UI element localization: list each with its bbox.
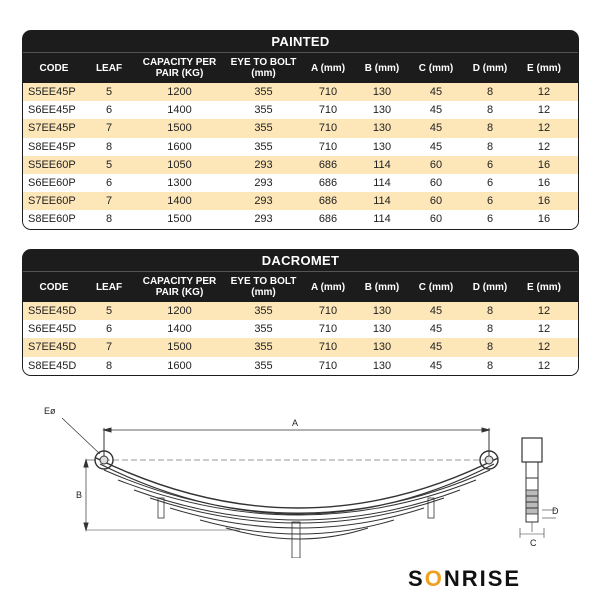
cell-e: 12 xyxy=(537,305,551,318)
cell-c: 60 xyxy=(429,158,443,171)
cell-a: 710 xyxy=(318,341,338,354)
label-b: B xyxy=(76,490,83,500)
cell-b: 114 xyxy=(373,177,391,190)
cell-eye-to-bolt: 293 xyxy=(254,177,273,190)
cell-capacity: 1200 xyxy=(167,86,192,99)
header-d: D (mm) xyxy=(472,62,508,74)
cell-capacity: 1200 xyxy=(167,305,192,318)
cell-code: S8EE45D xyxy=(28,359,77,372)
header-capacity: CAPACITY PER PAIR (KG) xyxy=(142,57,217,79)
cell-e: 12 xyxy=(537,86,551,99)
cell-capacity: 1400 xyxy=(167,323,192,336)
header-a: A (mm) xyxy=(310,281,346,293)
cell-b: 130 xyxy=(372,323,392,336)
header-c: C (mm) xyxy=(418,281,454,293)
cell-c: 45 xyxy=(429,359,443,372)
cell-c: 60 xyxy=(429,195,443,208)
cell-e: 12 xyxy=(537,140,551,153)
header-c: C (mm) xyxy=(418,62,454,74)
table-row xyxy=(23,357,578,375)
leaf-spring-svg xyxy=(0,398,600,558)
header-eye-to-bolt: EYE TO BOLT (mm) xyxy=(230,57,297,79)
cell-eye-to-bolt: 293 xyxy=(254,158,273,171)
cell-code: S5EE45P xyxy=(28,86,76,99)
cell-b: 130 xyxy=(372,104,392,117)
header-b: B (mm) xyxy=(364,281,400,293)
cell-e: 12 xyxy=(537,122,551,135)
dacromet-body xyxy=(23,302,578,375)
header-e: E (mm) xyxy=(527,281,561,293)
header-capacity: CAPACITY PER PAIR (KG) xyxy=(142,276,217,298)
cell-code: S6EE45D xyxy=(28,323,77,336)
cell-e: 16 xyxy=(537,195,551,208)
cell-leaf: 5 xyxy=(105,158,113,171)
header-leaf: LEAF xyxy=(95,62,123,74)
header-eye-to-bolt: EYE TO BOLT (mm) xyxy=(230,276,297,298)
cell-b: 130 xyxy=(372,86,392,99)
cell-e: 12 xyxy=(537,104,551,117)
cell-leaf: 8 xyxy=(105,359,113,372)
cell-d: 8 xyxy=(486,104,494,117)
header-b: B (mm) xyxy=(364,62,400,74)
cell-code: S7EE45D xyxy=(28,341,77,354)
cell-a: 686 xyxy=(318,177,338,190)
table-row xyxy=(23,83,578,101)
label-e-diameter: Eø xyxy=(44,406,56,416)
label-d: D xyxy=(552,506,559,516)
cell-code: S6EE45P xyxy=(28,104,76,117)
cell-d: 6 xyxy=(486,177,494,190)
cell-code: S8EE60P xyxy=(28,213,76,226)
cell-c: 45 xyxy=(429,122,443,135)
cell-leaf: 8 xyxy=(105,140,113,153)
cell-leaf: 6 xyxy=(105,177,113,190)
table-row xyxy=(23,138,578,156)
table-row xyxy=(23,192,578,210)
cell-eye-to-bolt: 355 xyxy=(254,323,273,336)
cell-a: 710 xyxy=(318,305,338,318)
cell-eye-to-bolt: 355 xyxy=(254,86,273,99)
cell-a: 686 xyxy=(318,158,338,171)
table-row xyxy=(23,302,578,320)
table-row xyxy=(23,210,578,228)
cell-d: 8 xyxy=(486,359,494,372)
cell-d: 8 xyxy=(486,140,494,153)
cell-d: 8 xyxy=(486,341,494,354)
painted-title: PAINTED xyxy=(23,31,578,53)
cell-leaf: 6 xyxy=(105,323,113,336)
cell-e: 16 xyxy=(537,177,551,190)
header-code: CODE xyxy=(39,281,69,293)
cell-leaf: 8 xyxy=(105,213,113,226)
cell-a: 686 xyxy=(318,213,338,226)
header-leaf: LEAF xyxy=(95,281,123,293)
cell-capacity: 1400 xyxy=(167,104,192,117)
cell-eye-to-bolt: 355 xyxy=(254,305,273,318)
cell-a: 710 xyxy=(318,86,338,99)
cell-d: 8 xyxy=(486,323,494,336)
cell-eye-to-bolt: 355 xyxy=(254,122,273,135)
cell-c: 60 xyxy=(429,177,443,190)
cell-b: 130 xyxy=(372,305,392,318)
cell-capacity: 1500 xyxy=(167,341,192,354)
cell-c: 45 xyxy=(429,104,443,117)
cell-a: 710 xyxy=(318,140,338,153)
dacromet-header-row xyxy=(23,272,578,302)
cell-code: S5EE45D xyxy=(28,305,77,318)
cell-capacity: 1050 xyxy=(167,158,192,171)
cell-e: 12 xyxy=(537,359,551,372)
cell-leaf: 5 xyxy=(105,86,113,99)
cell-capacity: 1600 xyxy=(167,140,192,153)
cell-c: 45 xyxy=(429,86,443,99)
painted-header-row xyxy=(23,53,578,83)
cell-capacity: 1400 xyxy=(167,195,192,208)
cell-d: 8 xyxy=(486,305,494,318)
cell-leaf: 7 xyxy=(105,122,113,135)
cell-leaf: 7 xyxy=(105,341,113,354)
cell-b: 114 xyxy=(373,158,391,171)
sunrise-logo: SONRISE xyxy=(408,566,522,591)
cell-e: 16 xyxy=(537,213,551,226)
label-c: C xyxy=(530,538,537,548)
table-row xyxy=(23,320,578,338)
header-code: CODE xyxy=(39,62,69,74)
table-row xyxy=(23,101,578,119)
cell-code: S5EE60P xyxy=(28,158,76,171)
cell-eye-to-bolt: 293 xyxy=(254,195,273,208)
cell-d: 6 xyxy=(486,158,494,171)
cell-b: 130 xyxy=(372,341,392,354)
cell-a: 710 xyxy=(318,359,338,372)
cell-code: S7EE60P xyxy=(28,195,76,208)
cell-c: 60 xyxy=(429,213,443,226)
cell-c: 45 xyxy=(429,305,443,318)
cell-code: S6EE60P xyxy=(28,177,76,190)
cell-eye-to-bolt: 293 xyxy=(254,213,273,226)
leaf-spring-drawing xyxy=(0,398,600,558)
header-e: E (mm) xyxy=(527,62,561,74)
cell-leaf: 6 xyxy=(105,104,113,117)
cell-capacity: 1500 xyxy=(167,122,192,135)
cell-eye-to-bolt: 355 xyxy=(254,341,273,354)
cell-capacity: 1300 xyxy=(167,177,192,190)
table-row xyxy=(23,119,578,137)
cell-b: 130 xyxy=(372,140,392,153)
label-a: A xyxy=(292,418,299,428)
cell-b: 114 xyxy=(373,213,391,226)
cell-d: 6 xyxy=(486,195,494,208)
cell-e: 16 xyxy=(537,158,551,171)
painted-body xyxy=(23,83,578,229)
cell-a: 686 xyxy=(318,195,338,208)
header-d: D (mm) xyxy=(472,281,508,293)
cell-code: S8EE45P xyxy=(28,140,76,153)
cell-b: 130 xyxy=(372,122,392,135)
cell-capacity: 1600 xyxy=(167,359,192,372)
table-row xyxy=(23,338,578,356)
dacromet-table xyxy=(22,249,579,376)
table-row xyxy=(23,156,578,174)
cell-e: 12 xyxy=(537,323,551,336)
cell-c: 45 xyxy=(429,323,443,336)
cell-d: 8 xyxy=(486,122,494,135)
cell-eye-to-bolt: 355 xyxy=(254,104,273,117)
cell-eye-to-bolt: 355 xyxy=(254,359,273,372)
table-row xyxy=(23,174,578,192)
cell-leaf: 5 xyxy=(105,305,113,318)
cell-d: 6 xyxy=(486,213,494,226)
cell-b: 130 xyxy=(372,359,392,372)
cell-code: S7EE45P xyxy=(28,122,76,135)
header-a: A (mm) xyxy=(310,62,346,74)
cell-c: 45 xyxy=(429,140,443,153)
cell-b: 114 xyxy=(373,195,391,208)
cell-eye-to-bolt: 355 xyxy=(254,140,273,153)
cell-a: 710 xyxy=(318,122,338,135)
cell-capacity: 1500 xyxy=(167,213,192,226)
cell-a: 710 xyxy=(318,104,338,117)
cell-e: 12 xyxy=(537,341,551,354)
cell-a: 710 xyxy=(318,323,338,336)
dacromet-title: DACROMET xyxy=(23,250,578,272)
cell-d: 8 xyxy=(486,86,494,99)
cell-leaf: 7 xyxy=(105,195,113,208)
cell-c: 45 xyxy=(429,341,443,354)
painted-table xyxy=(22,30,579,230)
